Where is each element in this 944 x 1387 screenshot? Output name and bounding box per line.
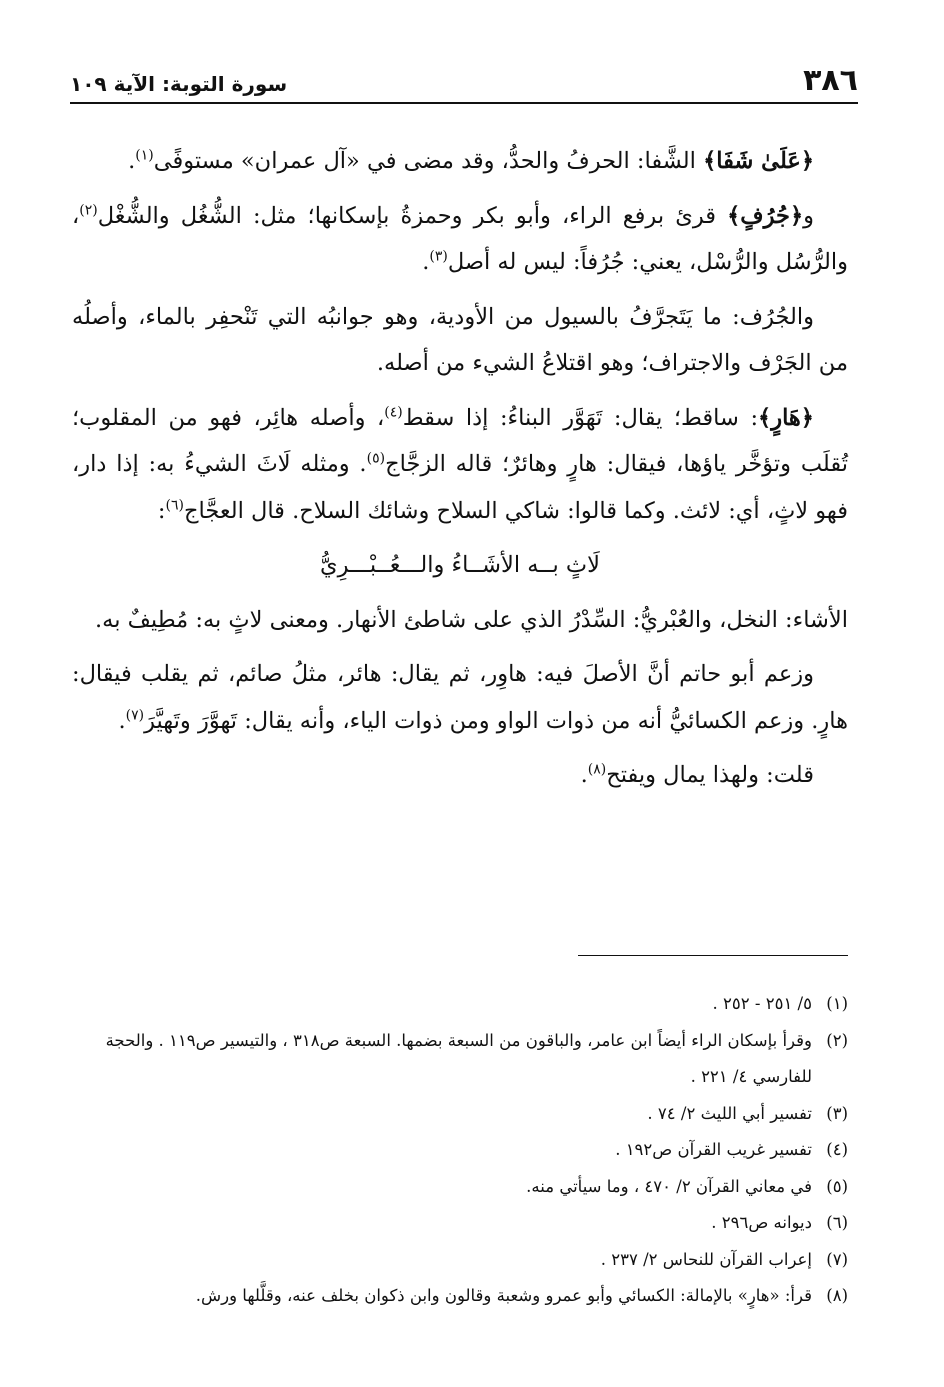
footnote — [70, 1096, 848, 1133]
footnote-number: (٦) — [826, 1213, 848, 1232]
footnote — [70, 1132, 848, 1169]
text-run: ، وأصله هائِر، فهو من المقلوب؛ تُقلَب وتؤخَّر ياؤها، فيقال: هارٍ وهائرٌ؛ قاله الزجَّاج — [72, 404, 849, 477]
text-run: قلت: ولهذا يمال ويفتح — [606, 762, 814, 788]
footnote-marker: (٢) — [79, 202, 98, 218]
footnote-number: (٢) — [826, 1030, 848, 1050]
footnote-marker: (٥) — [366, 450, 386, 467]
quranic-word: ﴿جُرُفٍ﴾ — [727, 202, 804, 229]
footnote-number: (٤) — [826, 1140, 848, 1159]
paragraph — [72, 395, 848, 535]
footnote-marker: (٣) — [429, 248, 448, 265]
footnote-number: (٥) — [826, 1176, 848, 1196]
text-run: . ومثله لَاثَ الشيءُ به: إذا دار، فهو لاثٍ، أي: لائث. وكما قالوا: شاكي السلاح وشائك السلاح. قال العجَّاج — [72, 451, 848, 524]
footnote-separator — [578, 955, 848, 956]
text-run: والجُرُف: ما يَتَجرَّفُ بالسيول من الأودية، وهو جوانبُه التي تَنْحفِر بالماء، وأصلُه من الجَرْف والاجتراف؛ وهو اقتلاعُ الشيء من أصله. — [72, 303, 848, 376]
quranic-word: ﴿عَلَىٰ شَفَا﴾ — [703, 148, 814, 174]
footnote — [70, 1278, 848, 1315]
footnote-text: تفسير غريب القرآن ص١٩٢ . — [615, 1140, 812, 1159]
text-run: ، والرُّسُل والرُّسْل، يعني: جُرُفاً: ليس له أصل — [72, 202, 848, 275]
footnote-marker: (٦) — [165, 497, 184, 513]
footnote-text: وقرأ بإسكان الراء أيضاً ابن عامر، والباقون من السبعة بضمها. السبعة ص٣١٨ ، والتيسير ص١١٩ . والحجة للفارسي ٤/ ٢٢١ . — [105, 1030, 812, 1086]
text-run: . — [118, 707, 126, 734]
footnote-marker: (٧) — [125, 707, 145, 723]
footnote-text: في معاني القرآن ٢/ ٤٧٠ ، وما سيأتي منه. — [526, 1176, 812, 1196]
footnote — [70, 1023, 848, 1096]
paragraph — [72, 193, 848, 286]
footnotes — [70, 986, 848, 1315]
paragraph — [72, 651, 848, 744]
text-run: . — [422, 249, 430, 275]
page-header — [70, 60, 858, 104]
footnote-number: (١) — [826, 994, 848, 1013]
quranic-word: ﴿هَارٍ﴾ — [758, 404, 814, 431]
paragraph — [72, 752, 848, 799]
footnote-number: (٧) — [826, 1249, 848, 1269]
footnote-marker: (٤) — [384, 404, 403, 420]
text-run: . — [128, 148, 136, 174]
footnote-number: (٨) — [826, 1286, 848, 1305]
footnote-text: ديوانه ص٢٩٦ . — [711, 1213, 812, 1232]
text-run: وزعم أبو حاتم أنَّ الأصلَ فيه: هاوِر، ثم يقال: هائر، مثلُ صائم، ثم يقلب فيقال: هارٍ. وزعم الكسائيُّ أنه من ذوات الواو ومن ذوات الياء، وأنه يقال: تَهوَّرَ وتَهيَّرَ — [72, 661, 848, 734]
text-run: . — [580, 762, 588, 788]
text-run: قرئ برفع الراء، وأبو بكر وحمزةُ بإسكانها؛ مثل: الشُّغُل والشُّغْل — [97, 202, 728, 229]
footnote-text: إعراب القرآن للنحاس ٢/ ٢٣٧ . — [600, 1249, 812, 1269]
footnote-text: ٥/ ٢٥١ - ٢٥٢ . — [712, 994, 812, 1013]
footnote-text: قرأ: «هارٍ» بالإمالة: الكسائي وأبو عمرو وشعبة وقالون وابن ذكوان بخلف عنه، وقلَّلها ورش. — [195, 1286, 812, 1305]
text-run: الأشاء: النخل، والعُبْريُّ: السِّدْرُ الذي على شاطئ الأنهار. ومعنى لاثٍ به: مُطِيفٌ به. — [95, 606, 848, 633]
footnote — [70, 986, 848, 1023]
footnote — [70, 1242, 848, 1279]
text-run: و — [803, 202, 814, 229]
main-text — [72, 138, 848, 807]
poetry-verse: لَاثٍ بــه الأشَــاءُ والـــعُــبْـــرِيُّ — [320, 552, 600, 578]
text-run: : ساقط؛ يقال: تَهَوَّر البناءُ: إذا سقط — [402, 404, 759, 431]
paragraph — [72, 597, 848, 644]
footnote — [70, 1205, 848, 1242]
footnote-marker: (١) — [135, 147, 154, 164]
running-title: سورة التوبة: الآية ١٠٩ — [70, 72, 288, 96]
footnote-text: تفسير أبي الليث ٢/ ٧٤ . — [647, 1103, 812, 1123]
footnote — [70, 1169, 848, 1206]
footnote-marker: (٨) — [587, 761, 607, 778]
footnote-number: (٣) — [826, 1103, 848, 1123]
page-number: ٣٨٦ — [803, 63, 858, 98]
paragraph — [72, 138, 848, 185]
text-run: : — [157, 497, 166, 524]
text-run: الشَّفا: الحرفُ والحدُّ، وقد مضى في «آل عمران» مستوفًى — [153, 148, 704, 174]
paragraph — [72, 294, 848, 387]
